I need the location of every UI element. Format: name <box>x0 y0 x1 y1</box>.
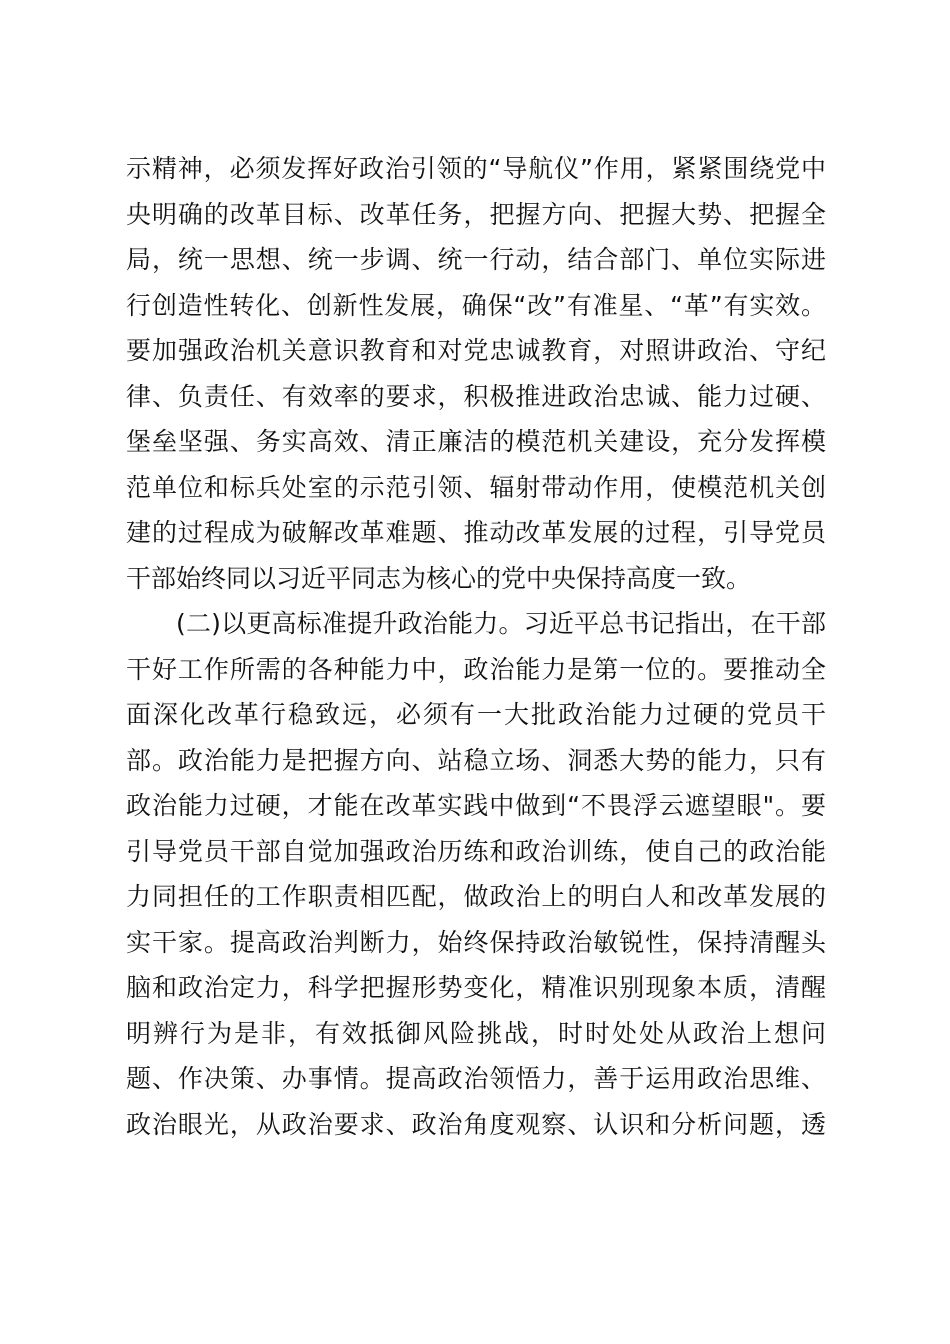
body-text <box>126 146 826 1147</box>
text-line: 行创造性转化、创新性发展，确保“改”有准星、“革”有实效。 <box>126 290 826 320</box>
text-line: 央明确的改革目标、改革任务，把握方向、把握大势、把握全 <box>126 199 826 229</box>
text-line: 题、作决策、办事情。提高政治领悟力，善于运用政治思维、 <box>126 1064 826 1093</box>
paragraph-end-line: 干部始终同以习近平同志为核心的党中央保持高度一致。 <box>126 563 752 593</box>
text-line: 律、负责任、有效率的要求，积极推进政治忠诚、能力过硬、 <box>126 381 826 411</box>
text-line: 要加强政治机关意识教育和对党忠诚教育，对照讲政治、守纪 <box>126 336 826 365</box>
text-line: 干好工作所需的各种能力中，政治能力是第一位的。要推动全 <box>126 654 826 684</box>
text-line: 力同担任的工作职责相匹配，做政治上的明白人和改革发展的 <box>126 882 826 911</box>
text-line: 局，统一思想、统一步调、统一行动，结合部门、单位实际进 <box>126 245 826 274</box>
text-line: 堡垒坚强、务实高效、清正廉洁的模范机关建设，充分发挥模 <box>126 427 826 456</box>
text-line: 范单位和标兵处室的示范引领、辐射带动作用，使模范机关创 <box>126 472 826 502</box>
text-line: 引导党员干部自觉加强政治历练和政治训练，使自己的政治能 <box>126 836 826 866</box>
text-line: 实干家。提高政治判断力，始终保持政治敏锐性，保持清醒头 <box>126 927 826 957</box>
section-heading-line: (二)以更高标准提升政治能力。习近平总书记指出，在干部 <box>176 609 826 638</box>
text-line: 明辨行为是非，有效抵御风险挑战，时时处处从政治上想问 <box>126 1018 826 1048</box>
text-line: 面深化改革行稳致远，必须有一大批政治能力过硬的党员干 <box>126 700 826 729</box>
text-line: 示精神，必须发挥好政治引领的“导航仪”作用，紧紧围绕党中 <box>126 154 826 183</box>
text-line: 政治能力过硬，才能在改革实践中做到“不畏浮云遮望眼"。要 <box>126 791 826 820</box>
text-line: 脑和政治定力，科学把握形势变化，精准识别现象本质，清醒 <box>126 973 826 1002</box>
text-line: 部。政治能力是把握方向、站稳立场、洞悉大势的能力，只有 <box>126 745 826 775</box>
text-line: 建的过程成为破解改革难题、推动改革发展的过程，引导党员 <box>126 518 826 547</box>
text-line: 政治眼光，从政治要求、政治角度观察、认识和分析问题，透 <box>126 1109 826 1139</box>
